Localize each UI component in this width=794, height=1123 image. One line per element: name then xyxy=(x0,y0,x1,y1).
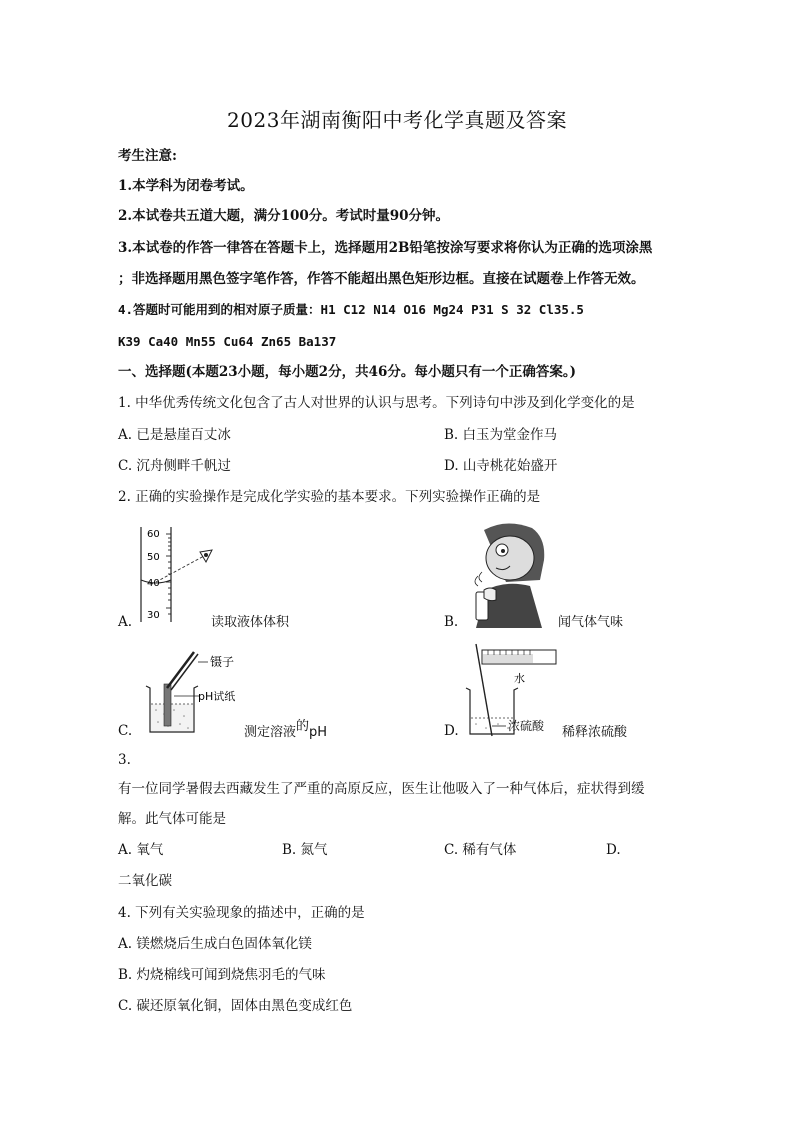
section-heading: 一、选择题(本题23小题，每小题2分，共46分。每小题只有一个正确答案。) xyxy=(118,364,576,380)
water-label: 水 xyxy=(514,672,525,685)
cylinder-tick-label: 60 xyxy=(147,529,160,540)
q4-option-c: C. 碳还原氧化铜，固体由黑色变成红色 xyxy=(118,998,353,1014)
q4-option-a: A. 镁燃烧后生成白色固体氧化镁 xyxy=(118,936,312,952)
q1-option-c: C. 沉舟侧畔千帆过 xyxy=(118,458,231,474)
page-title: 2023年湖南衡阳中考化学真题及答案 xyxy=(227,108,567,132)
question-3-number: 3. xyxy=(118,752,131,768)
q3-option-c: C. 稀有气体 xyxy=(444,842,517,858)
notice-item-atomic-mass: 4.答题时可能用到的相对原子质量：H1 C12 N14 O16 Mg24 P31 S 32 Cl35.5 xyxy=(118,302,584,317)
q2-option-d-caption: 稀释浓硫酸 xyxy=(562,725,628,740)
q1-option-b: B. 白玉为堂金作马 xyxy=(444,427,558,443)
q1-option-a: A. 已是悬崖百丈冰 xyxy=(118,427,231,443)
acid-label: 浓硫酸 xyxy=(508,719,545,733)
q3-option-a: A. 氧气 xyxy=(118,842,164,858)
q2-option-b-letter: B. xyxy=(444,614,459,630)
question-3-stem-cont: 解。此气体可能是 xyxy=(118,811,226,827)
q3-option-d: D. xyxy=(606,842,621,858)
q1-option-d: D. 山寺桃花始盛开 xyxy=(444,458,558,474)
q2-option-c-caption-text: 测定溶液 xyxy=(244,725,297,740)
tweezers-label: 镊子 xyxy=(210,655,235,669)
q2-option-a-letter: A. xyxy=(118,614,133,630)
q2-option-c-caption-de: 的 xyxy=(296,719,310,734)
notice-item: 2.本试卷共五道大题，满分100分。考试时量90分钟。 xyxy=(118,208,450,224)
graduated-cylinder-figure xyxy=(138,522,218,627)
q3-option-b: B. 氮气 xyxy=(282,842,328,858)
smelling-gas-figure xyxy=(466,520,550,630)
question-2-stem: 2. 正确的实验操作是完成化学实验的基本要求。下列实验操作正确的是 xyxy=(118,489,541,505)
notice-item-atomic-mass-cont: K39 Ca40 Mn55 Cu64 Zn65 Ba137 xyxy=(118,334,337,349)
q2-option-c-caption xyxy=(244,721,327,740)
notice-heading: 考生注意: xyxy=(118,148,177,164)
cylinder-tick-label: 50 xyxy=(147,552,160,563)
q3-option-d-text: 二氧化碳 xyxy=(118,873,172,889)
notice-item: ；非选择题用黑色签字笔作答，作答不能超出黑色矩形边框。直接在试题卷上作答无效。 xyxy=(118,271,645,287)
cylinder-tick-label: 30 xyxy=(147,610,160,621)
notice-item: 3.本试卷的作答一律答在答题卡上，选择题用2B铅笔按涂写要求将你认为正确的选项涂黑 xyxy=(118,240,653,256)
q2-option-a-caption: 读取液体体积 xyxy=(211,615,290,630)
question-4-stem: 4. 下列有关实验现象的描述中，正确的是 xyxy=(118,905,365,921)
q4-option-b: B. 灼烧棉线可闻到烧焦羽毛的气味 xyxy=(118,967,326,983)
ph-paper-label: pH试纸 xyxy=(198,690,236,703)
q2-option-c-caption-ph: pH xyxy=(309,725,328,740)
q2-option-c-letter: C. xyxy=(118,723,133,739)
q2-option-b-caption: 闻气体气味 xyxy=(558,615,624,630)
cylinder-tick-label: 40 xyxy=(147,578,160,589)
question-3-stem: 有一位同学暑假去西藏发生了严重的高原反应，医生让他吸入了一种气体后，症状得到缓 xyxy=(118,781,645,797)
q2-option-d-letter: D. xyxy=(444,723,459,739)
question-1-stem: 1. 中华优秀传统文化包含了古人对世界的认识与思考。下列诗句中涉及到化学变化的是 xyxy=(118,395,635,411)
ph-test-figure xyxy=(140,648,250,738)
notice-item: 1.本学科为闭卷考试。 xyxy=(118,178,254,194)
